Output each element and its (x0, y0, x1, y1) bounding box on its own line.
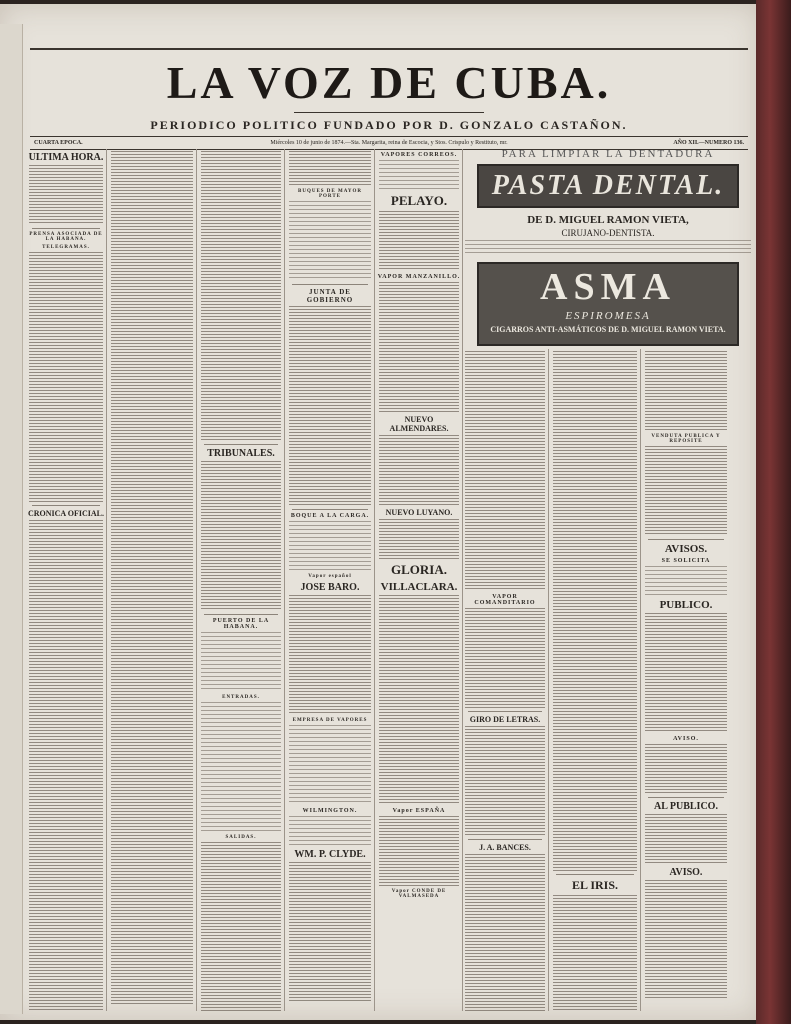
heading-prensa: PRENSA ASOCIADA DE LA HABANA. (29, 232, 103, 242)
text-block (645, 613, 727, 733)
text-block (645, 814, 727, 864)
text-block (379, 519, 459, 559)
column-6 (462, 349, 549, 1011)
heading-cronica-oficial: CRONICA OFICIAL. (27, 509, 104, 518)
text-block (465, 351, 545, 591)
text-block (201, 632, 281, 692)
heading-wilmington: WILMINGTON. (302, 808, 358, 814)
column-8 (642, 349, 730, 1011)
text-block (201, 702, 281, 832)
heading-telegramas: TELEGRAMAS. (42, 245, 90, 250)
heading-avisos: AVISOS. (664, 543, 708, 555)
heading-puerto: PUERTO DE LA HABANA. (212, 618, 270, 630)
heading-al-publico: AL PUBLICO. (654, 801, 718, 812)
text-block (29, 165, 103, 225)
heading-junta: JUNTA DE GOBIERNO (306, 288, 354, 304)
heading-boque: BOQUE A LA CARGA. (290, 513, 370, 519)
heading-aviso-1: AVISO. (673, 736, 699, 742)
text-block (29, 252, 103, 502)
asma-subtitle: ESPIROMESA (565, 310, 651, 322)
masthead-rule (30, 48, 748, 50)
text-block (379, 211, 459, 271)
text-block (645, 566, 727, 596)
text-block (29, 520, 103, 1011)
heading-clyde: WM. P. CLYDE. (294, 849, 366, 860)
heading-publico: PUBLICO. (659, 599, 713, 611)
heading-tribunales: TRIBUNALES. (207, 448, 275, 459)
masthead (24, 22, 754, 147)
text-block (645, 446, 727, 536)
heading-conde-valmaseda: Vapor CONDE DE VALMASEDA (391, 889, 447, 899)
heading-buques: BUQUES DE MAYOR PORTE (298, 189, 362, 199)
issue-number: AÑO XII.—NUMERO 136. (673, 140, 744, 146)
text-block (553, 895, 637, 1011)
text-block (289, 306, 371, 506)
heading-vapor-manzanillo: VAPOR MANZANILLO. (377, 274, 461, 280)
text-block (465, 240, 751, 256)
text-block (289, 595, 371, 715)
heading-vapor-espanol: Vapor español (308, 574, 352, 579)
column-7 (550, 349, 641, 1011)
heading-vapores-correos: VAPORES CORREOS. (380, 152, 458, 158)
previous-page-edge (0, 24, 23, 1014)
text-block (379, 595, 459, 805)
text-block (379, 282, 459, 412)
heading-venduta: VENDUTA PUBLICA Y REPOSITE (651, 434, 721, 444)
column-4 (286, 149, 375, 1011)
heading-se-solicita: SE SOLICITA (661, 558, 711, 564)
asma-banner (477, 262, 739, 346)
heading-nuevo-almendares: NUEVO ALMENDARES. (389, 415, 449, 433)
heading-pelayo: PELAYO. (390, 193, 448, 208)
heading-ultima-hora: ULTIMA HORA. (28, 152, 104, 163)
column-1 (26, 149, 107, 1011)
text-block (645, 880, 727, 1000)
heading-gloria: GLORIA. (391, 562, 447, 577)
asma-title: ASMA (540, 266, 676, 308)
text-block (379, 816, 459, 886)
heading-villaclara: VILLACLARA. (380, 581, 458, 593)
text-block (201, 151, 281, 441)
pasta-dental-banner: PASTA DENTAL. (477, 164, 739, 208)
text-block (465, 854, 545, 1011)
newspaper-title: LA VOZ DE CUBA. (166, 57, 612, 108)
text-block (465, 608, 545, 708)
column-5 (376, 149, 463, 1011)
heading-el-iris: EL IRIS. (571, 878, 619, 892)
book-binding (756, 0, 791, 1024)
text-block (289, 151, 371, 186)
ad-author: DE D. MIGUEL RAMON VIETA, (527, 214, 689, 226)
newspaper-subtitle: PERIODICO POLITICO FUNDADO POR D. GONZALO CASTAÑON. (150, 118, 628, 132)
text-block (289, 201, 371, 281)
heading-jose-baro: JOSE BARO. (300, 582, 360, 593)
text-block (645, 744, 727, 794)
text-block (289, 862, 371, 1002)
heading-giro-letras: GIRO DE LETRAS. (469, 715, 541, 724)
heading-vapor-espana: Vapor ESPAÑA (392, 808, 446, 814)
date-text: Miércoles 10 de junio de 1874.—Sta. Margarita, reina de Escocia, y Stos. Crispulo y Restituto, mr. (270, 140, 508, 146)
ad-slogan: PARA LIMPIAR LA DENTADURA (501, 148, 715, 160)
text-block (465, 726, 545, 836)
newspaper-page (0, 4, 760, 1020)
heading-bances: J. A. BANCES. (479, 843, 531, 852)
text-block (645, 351, 727, 431)
ornament-rule (294, 112, 484, 113)
text-block (201, 842, 281, 1011)
heading-aviso-2: AVISO. (669, 867, 703, 878)
advertisement-block (462, 144, 754, 344)
heading-entradas: ENTRADAS. (222, 695, 260, 700)
text-block (553, 351, 637, 871)
text-block (379, 435, 459, 505)
text-block (289, 725, 371, 805)
text-block (201, 461, 281, 611)
epoch-label: CUARTA EPOCA. (34, 140, 83, 146)
text-block (289, 521, 371, 571)
heading-salidas: SALIDAS. (225, 835, 257, 840)
text-block (111, 151, 193, 1006)
ad-author-title: CIRUJANO-DENTISTA. (561, 228, 655, 238)
column-2 (108, 149, 197, 1011)
text-block (289, 816, 371, 846)
column-3 (198, 149, 285, 1011)
text-block (379, 160, 459, 190)
heading-empresa: EMPRESA DE VAPORES (292, 718, 368, 723)
heading-nuevo-luyano: NUEVO LUYANO. (385, 508, 453, 517)
heading-vapor-comanditario: VAPOR COMANDITARIO (474, 594, 536, 606)
asma-tagline: CIGARROS ANTI-ASMÁTICOS DE D. MIGUEL RAMON VIETA. (490, 325, 726, 334)
